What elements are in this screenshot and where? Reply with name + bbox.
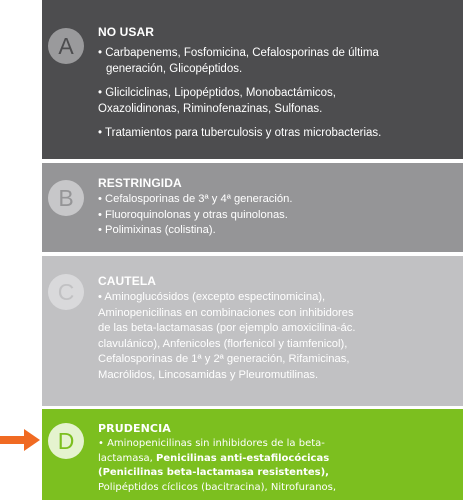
category-b-content: [98, 163, 457, 239]
category-a-line2: • Glicilciclinas, Lipopéptidos, Monobactámicos,: [98, 87, 336, 99]
category-d-line2a: lactamasa,: [98, 452, 157, 464]
category-a-title: NO USAR: [98, 25, 155, 39]
category-d-line4: Polipéptidos cíclicos (bacitracina), Nitrofuranos,: [98, 481, 337, 493]
arrow-right-icon: [0, 429, 40, 451]
category-d-letter-circle: [48, 423, 84, 459]
category-a-line2b: Oxazolidinonas, Riminofenazinas, Sulfonas.: [98, 103, 323, 115]
category-c-content: [98, 256, 457, 383]
category-c-title: CAUTELA: [98, 274, 157, 288]
category-d-content: [98, 409, 457, 495]
category-d-line1: • Aminopenicilinas sin inhibidores de la beta-: [98, 438, 325, 449]
category-c-letter: C: [57, 278, 75, 305]
category-d-line2: [98, 452, 457, 467]
category-a-band: [42, 0, 463, 159]
category-b-line2: • Fluoroquinolonas y otras quinolonas.: [98, 208, 288, 221]
category-b-line3: • Polimixinas (colistina).: [98, 224, 216, 236]
category-c-line3: de las beta-lactamasas (por ejemplo amoxicilina-ác.: [98, 322, 356, 334]
category-c-letter-circle: [48, 274, 84, 310]
category-b-title: RESTRINGIDA: [98, 176, 182, 190]
category-d-line3: (Penicilinas beta-lactamasa resistentes),: [98, 467, 329, 478]
category-a-line1: • Carbapenems, Fosfomicina, Cefalosporinas de última: [98, 47, 379, 59]
category-c-line5: Cefalosporinas de 1ª y 2ª generación, Rifamicinas,: [98, 353, 350, 365]
category-a-letter-circle: [48, 28, 84, 64]
category-c-line1: • Aminoglucósidos (excepto espectinomicina),: [98, 291, 326, 303]
category-d-title: PRUDENCIA: [98, 422, 171, 435]
category-b-letter-circle: [48, 180, 84, 216]
category-a-line3: • Tratamientos para tuberculosis y otras microbacterias.: [98, 127, 382, 139]
category-c-line6: Macrólidos, Lincosamidas y Pleuromutilinas.: [98, 368, 319, 381]
category-c-band: [42, 256, 463, 406]
category-a-letter: A: [58, 32, 74, 59]
category-a-content: [98, 0, 457, 141]
category-a-line1b: generación, Glicopéptidos.: [106, 63, 243, 75]
category-d-letter: D: [57, 427, 75, 454]
category-c-line4: clavulánico), Anfenicoles (florfenicol y tiamfenicol),: [98, 337, 348, 350]
category-d-band: [42, 409, 463, 500]
category-b-line1: • Cefalosporinas de 3ª y 4ª generación.: [98, 193, 293, 205]
category-d-line2b: Penicilinas anti-estafilocócicas: [156, 452, 330, 464]
category-b-band: [42, 163, 463, 252]
category-c-line2: Aminopenicilinas en combinaciones con inhibidores: [98, 306, 354, 319]
category-b-letter: B: [58, 184, 74, 211]
